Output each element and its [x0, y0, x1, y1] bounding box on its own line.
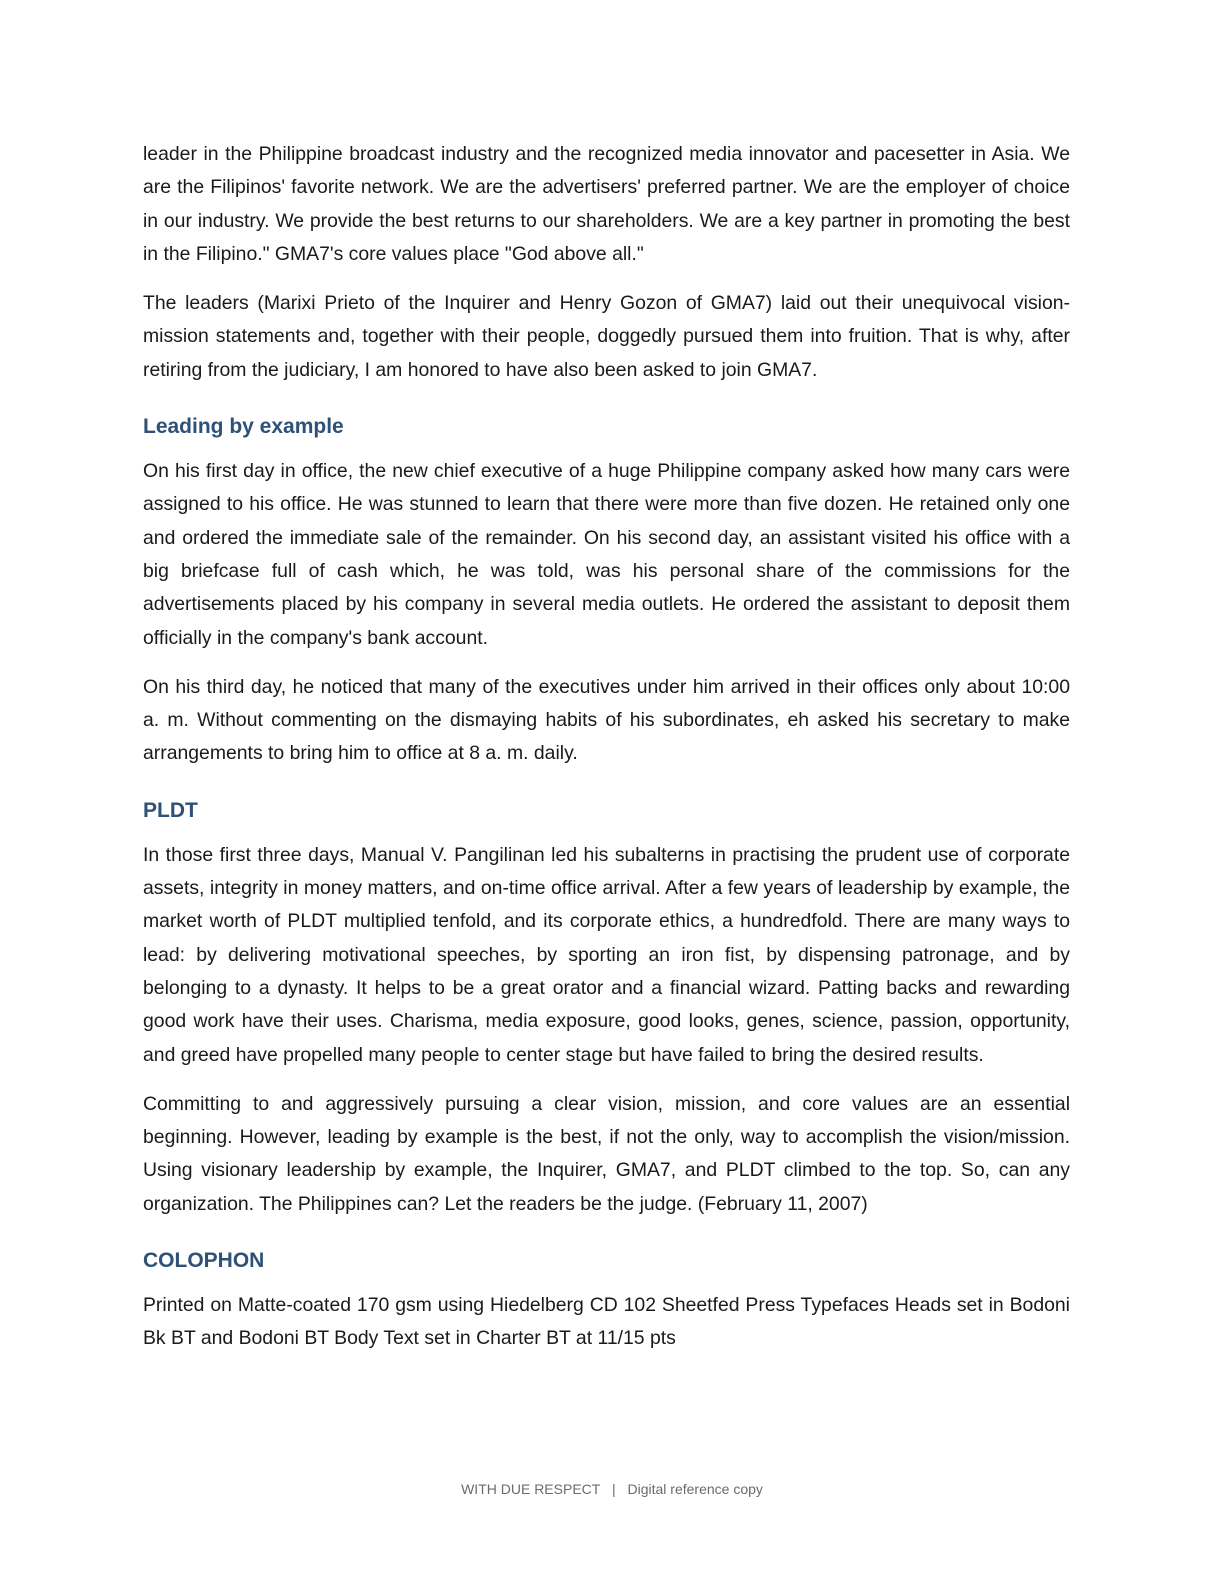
- section-heading-pldt: PLDT: [143, 798, 198, 822]
- paragraph-colophon: Printed on Matte-coated 170 gsm using Hiedelberg CD 102 Sheetfed Press Typefaces Heads set in Bodoni Bk BT and Bodoni BT Body Text set in Charter BT at 11/15 pts: [143, 1294, 1070, 1350]
- paragraph-third-day: On his third day, he noticed that many of the executives under him arrived in their offices only about 10:00 a. m. Without commenting on the dismaying habits of his subordinates, eh asked his secretary to make arrangements to bring him to office at 8 a. m. daily.: [143, 675, 1070, 765]
- paragraph-first-days: On his first day in office, the new chief executive of a huge Philippine company asked how many cars were assigned to his office. He was stunned to learn that there were more than five dozen. He retained only one and ordered the immediate sale of the remainder. On his second day, an assistant visited his office with a big briefcase full of cash which, he was told, was his personal share of the commissions for the advertisements placed by his company in several media outlets. He ordered the assistant to deposit them officially in the company's bank account.: [143, 460, 1070, 649]
- section-heading-leading-by-example: Leading by example: [143, 415, 344, 439]
- paragraph-pangilinan: In those first three days, Manual V. Pangilinan led his subalterns in practising the prudent use of corporate assets, integrity in money matters, and on-time office arrival. After a few years of leadership by example, the market worth of PLDT multiplied tenfold, and its corporate ethics, a hundredfold. There are many ways to lead: by delivering motivational speeches, by sporting an iron fist, by dispensing patronage, and by belonging to a dynasty. It helps to be a great orator and a financial wizard. Patting backs and rewarding good work have their uses. Charisma, media exposure, good looks, genes, science, passion, opportunity, and greed have propelled many people to center stage but have failed to bring the desired results.: [143, 843, 1070, 1066]
- paragraph-gma7-vision: leader in the Philippine broadcast industry and the recognized media innovator and pacesetter in Asia. We are the Filipinos' favorite network. We are the advertisers' preferred partner. We are the employer of choice in our industry. We provide the best returns to our shareholders. We are a key partner in promoting the best in the Filipino." GMA7's core values place "God above all.": [143, 143, 1070, 265]
- footer-note: Digital reference copy: [627, 1481, 763, 1497]
- paragraph-leaders: The leaders (Marixi Prieto of the Inquirer and Henry Gozon of GMA7) laid out their unequivocal vision-mission statements and, together with their people, doggedly pursued them into fruition. That is why, after retiring from the judiciary, I am honored to have also been asked to join GMA7.: [143, 292, 1070, 381]
- paragraph-conclusion: Committing to and aggressively pursuing a clear vision, mission, and core values are an essential beginning. However, leading by example is the best, if not the only, way to accomplish the vision/mission. Using visionary leadership by example, the Inquirer, GMA7, and PLDT climbed to the top. So, can any organization. The Philippines can? Let the readers be the judge. (February 11, 2007): [143, 1092, 1070, 1215]
- footer-separator: |: [611, 1481, 616, 1497]
- page-footer: [0, 1479, 1224, 1499]
- footer-book-title: WITH DUE RESPECT: [461, 1481, 601, 1497]
- section-heading-colophon: COLOPHON: [143, 1249, 265, 1273]
- document-body: [143, 138, 1070, 1372]
